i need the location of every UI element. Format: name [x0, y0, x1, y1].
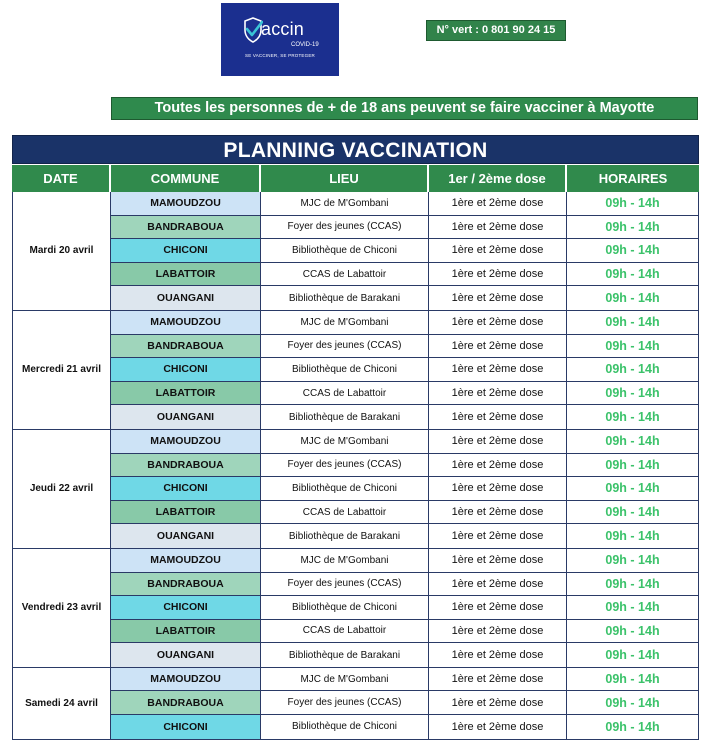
lieu-cell: Foyer des jeunes (CCAS): [261, 335, 429, 358]
lieu-cell: Bibliothèque de Chiconi: [261, 358, 429, 381]
logo-tagline: SE VACCINER, SE PROTEGER: [245, 53, 315, 58]
schedule-title: PLANNING VACCINATION: [12, 135, 699, 164]
table-row: [111, 405, 699, 429]
dose-cell: 1ère et 2ème dose: [429, 501, 567, 524]
dose-cell: 1ère et 2ème dose: [429, 596, 567, 619]
dose-cell: 1ère et 2ème dose: [429, 311, 567, 334]
horaires-cell: 09h - 14h: [567, 430, 699, 453]
commune-cell: OUANGANI: [111, 524, 261, 548]
lieu-cell: MJC de M'Gombani: [261, 430, 429, 453]
table-row: [111, 524, 699, 548]
horaires-cell: 09h - 14h: [567, 192, 699, 215]
table-row: [111, 430, 699, 454]
vaccin-logo: [221, 3, 339, 76]
table-row: [111, 454, 699, 478]
horaires-cell: 09h - 14h: [567, 668, 699, 691]
lieu-cell: Bibliothèque de Chiconi: [261, 715, 429, 739]
commune-cell: LABATTOIR: [111, 501, 261, 524]
horaires-cell: 09h - 14h: [567, 405, 699, 429]
table-row: [111, 286, 699, 310]
lieu-cell: Foyer des jeunes (CCAS): [261, 216, 429, 239]
date-cell: Jeudi 22 avril: [13, 430, 111, 548]
commune-cell: MAMOUDZOU: [111, 430, 261, 453]
lieu-cell: Bibliothèque de Barakani: [261, 643, 429, 667]
commune-cell: MAMOUDZOU: [111, 668, 261, 691]
horaires-cell: 09h - 14h: [567, 501, 699, 524]
lieu-cell: MJC de M'Gombani: [261, 549, 429, 572]
lieu-cell: MJC de M'Gombani: [261, 311, 429, 334]
table-header: [12, 164, 699, 192]
dose-cell: 1ère et 2ème dose: [429, 620, 567, 643]
header-lieu: LIEU: [261, 164, 429, 192]
header-commune: COMMUNE: [111, 164, 261, 192]
lieu-cell: Foyer des jeunes (CCAS): [261, 573, 429, 596]
horaires-cell: 09h - 14h: [567, 715, 699, 739]
dose-cell: 1ère et 2ème dose: [429, 335, 567, 358]
commune-cell: BANDRABOUA: [111, 691, 261, 714]
dose-cell: 1ère et 2ème dose: [429, 358, 567, 381]
table-row: [111, 216, 699, 240]
commune-cell: LABATTOIR: [111, 620, 261, 643]
lieu-cell: CCAS de Labattoir: [261, 620, 429, 643]
day-rows: [111, 192, 699, 310]
date-cell: Vendredi 23 avril: [13, 549, 111, 667]
commune-cell: CHICONI: [111, 239, 261, 262]
commune-cell: CHICONI: [111, 358, 261, 381]
vaccination-schedule: [12, 135, 699, 740]
horaires-cell: 09h - 14h: [567, 477, 699, 500]
table-row: [111, 311, 699, 335]
commune-cell: OUANGANI: [111, 405, 261, 429]
lieu-cell: CCAS de Labattoir: [261, 501, 429, 524]
table-body: [12, 192, 699, 740]
horaires-cell: 09h - 14h: [567, 620, 699, 643]
lieu-cell: MJC de M'Gombani: [261, 192, 429, 215]
dose-cell: 1ère et 2ème dose: [429, 216, 567, 239]
dose-cell: 1ère et 2ème dose: [429, 643, 567, 667]
date-cell: Mardi 20 avril: [13, 192, 111, 310]
dose-cell: 1ère et 2ème dose: [429, 239, 567, 262]
horaires-cell: 09h - 14h: [567, 643, 699, 667]
table-row: [111, 358, 699, 382]
dose-cell: 1ère et 2ème dose: [429, 573, 567, 596]
lieu-cell: MJC de M'Gombani: [261, 668, 429, 691]
commune-cell: OUANGANI: [111, 286, 261, 310]
day-rows: [111, 430, 699, 548]
dose-cell: 1ère et 2ème dose: [429, 477, 567, 500]
lieu-cell: Bibliothèque de Chiconi: [261, 596, 429, 619]
lieu-cell: Foyer des jeunes (CCAS): [261, 691, 429, 714]
lieu-cell: Bibliothèque de Barakani: [261, 405, 429, 429]
table-row: [111, 382, 699, 406]
lieu-cell: CCAS de Labattoir: [261, 382, 429, 405]
lieu-cell: Bibliothèque de Chiconi: [261, 477, 429, 500]
shield-check-icon: [243, 17, 263, 43]
commune-cell: BANDRABOUA: [111, 335, 261, 358]
commune-cell: MAMOUDZOU: [111, 549, 261, 572]
table-row: [111, 573, 699, 597]
table-row: [111, 501, 699, 525]
dose-cell: 1ère et 2ème dose: [429, 405, 567, 429]
horaires-cell: 09h - 14h: [567, 311, 699, 334]
horaires-cell: 09h - 14h: [567, 286, 699, 310]
horaires-cell: 09h - 14h: [567, 216, 699, 239]
table-row: [111, 549, 699, 573]
date-cell: Samedi 24 avril: [13, 668, 111, 739]
date-cell: Mercredi 21 avril: [13, 311, 111, 429]
hotline-badge: N° vert : 0 801 90 24 15: [426, 20, 566, 41]
day-group: [12, 668, 699, 740]
commune-cell: LABATTOIR: [111, 382, 261, 405]
horaires-cell: 09h - 14h: [567, 524, 699, 548]
commune-cell: OUANGANI: [111, 643, 261, 667]
horaires-cell: 09h - 14h: [567, 263, 699, 286]
eligibility-banner: Toutes les personnes de + de 18 ans peuvent se faire vacciner à Mayotte: [111, 97, 698, 120]
horaires-cell: 09h - 14h: [567, 596, 699, 619]
day-rows: [111, 549, 699, 667]
day-rows: [111, 668, 699, 739]
table-row: [111, 335, 699, 359]
lieu-cell: Bibliothèque de Barakani: [261, 286, 429, 310]
dose-cell: 1ère et 2ème dose: [429, 192, 567, 215]
header-dose: 1er / 2ème dose: [429, 164, 567, 192]
commune-cell: BANDRABOUA: [111, 216, 261, 239]
commune-cell: CHICONI: [111, 596, 261, 619]
day-group: [12, 549, 699, 668]
table-row: [111, 668, 699, 692]
commune-cell: MAMOUDZOU: [111, 311, 261, 334]
logo-word: accin: [261, 19, 305, 39]
commune-cell: CHICONI: [111, 477, 261, 500]
table-row: [111, 620, 699, 644]
day-rows: [111, 311, 699, 429]
commune-cell: MAMOUDZOU: [111, 192, 261, 215]
dose-cell: 1ère et 2ème dose: [429, 430, 567, 453]
table-row: [111, 477, 699, 501]
lieu-cell: Foyer des jeunes (CCAS): [261, 454, 429, 477]
dose-cell: 1ère et 2ème dose: [429, 454, 567, 477]
table-row: [111, 239, 699, 263]
dose-cell: 1ère et 2ème dose: [429, 668, 567, 691]
lieu-cell: Bibliothèque de Barakani: [261, 524, 429, 548]
lieu-cell: Bibliothèque de Chiconi: [261, 239, 429, 262]
day-group: [12, 311, 699, 430]
table-row: [111, 596, 699, 620]
lieu-cell: CCAS de Labattoir: [261, 263, 429, 286]
logo-subtitle: COVID-19: [291, 42, 319, 48]
dose-cell: 1ère et 2ème dose: [429, 286, 567, 310]
commune-cell: LABATTOIR: [111, 263, 261, 286]
commune-cell: BANDRABOUA: [111, 573, 261, 596]
dose-cell: 1ère et 2ème dose: [429, 715, 567, 739]
dose-cell: 1ère et 2ème dose: [429, 549, 567, 572]
day-group: [12, 430, 699, 549]
header-horaires: HORAIRES: [567, 164, 699, 192]
horaires-cell: 09h - 14h: [567, 549, 699, 572]
table-row: [111, 192, 699, 216]
dose-cell: 1ère et 2ème dose: [429, 691, 567, 714]
table-row: [111, 691, 699, 715]
dose-cell: 1ère et 2ème dose: [429, 524, 567, 548]
table-row: [111, 263, 699, 287]
dose-cell: 1ère et 2ème dose: [429, 382, 567, 405]
horaires-cell: 09h - 14h: [567, 454, 699, 477]
horaires-cell: 09h - 14h: [567, 335, 699, 358]
dose-cell: 1ère et 2ème dose: [429, 263, 567, 286]
horaires-cell: 09h - 14h: [567, 573, 699, 596]
horaires-cell: 09h - 14h: [567, 691, 699, 714]
table-row: [111, 715, 699, 739]
header-date: DATE: [12, 164, 111, 192]
table-row: [111, 643, 699, 667]
commune-cell: CHICONI: [111, 715, 261, 739]
horaires-cell: 09h - 14h: [567, 382, 699, 405]
horaires-cell: 09h - 14h: [567, 358, 699, 381]
horaires-cell: 09h - 14h: [567, 239, 699, 262]
commune-cell: BANDRABOUA: [111, 454, 261, 477]
day-group: [12, 192, 699, 311]
